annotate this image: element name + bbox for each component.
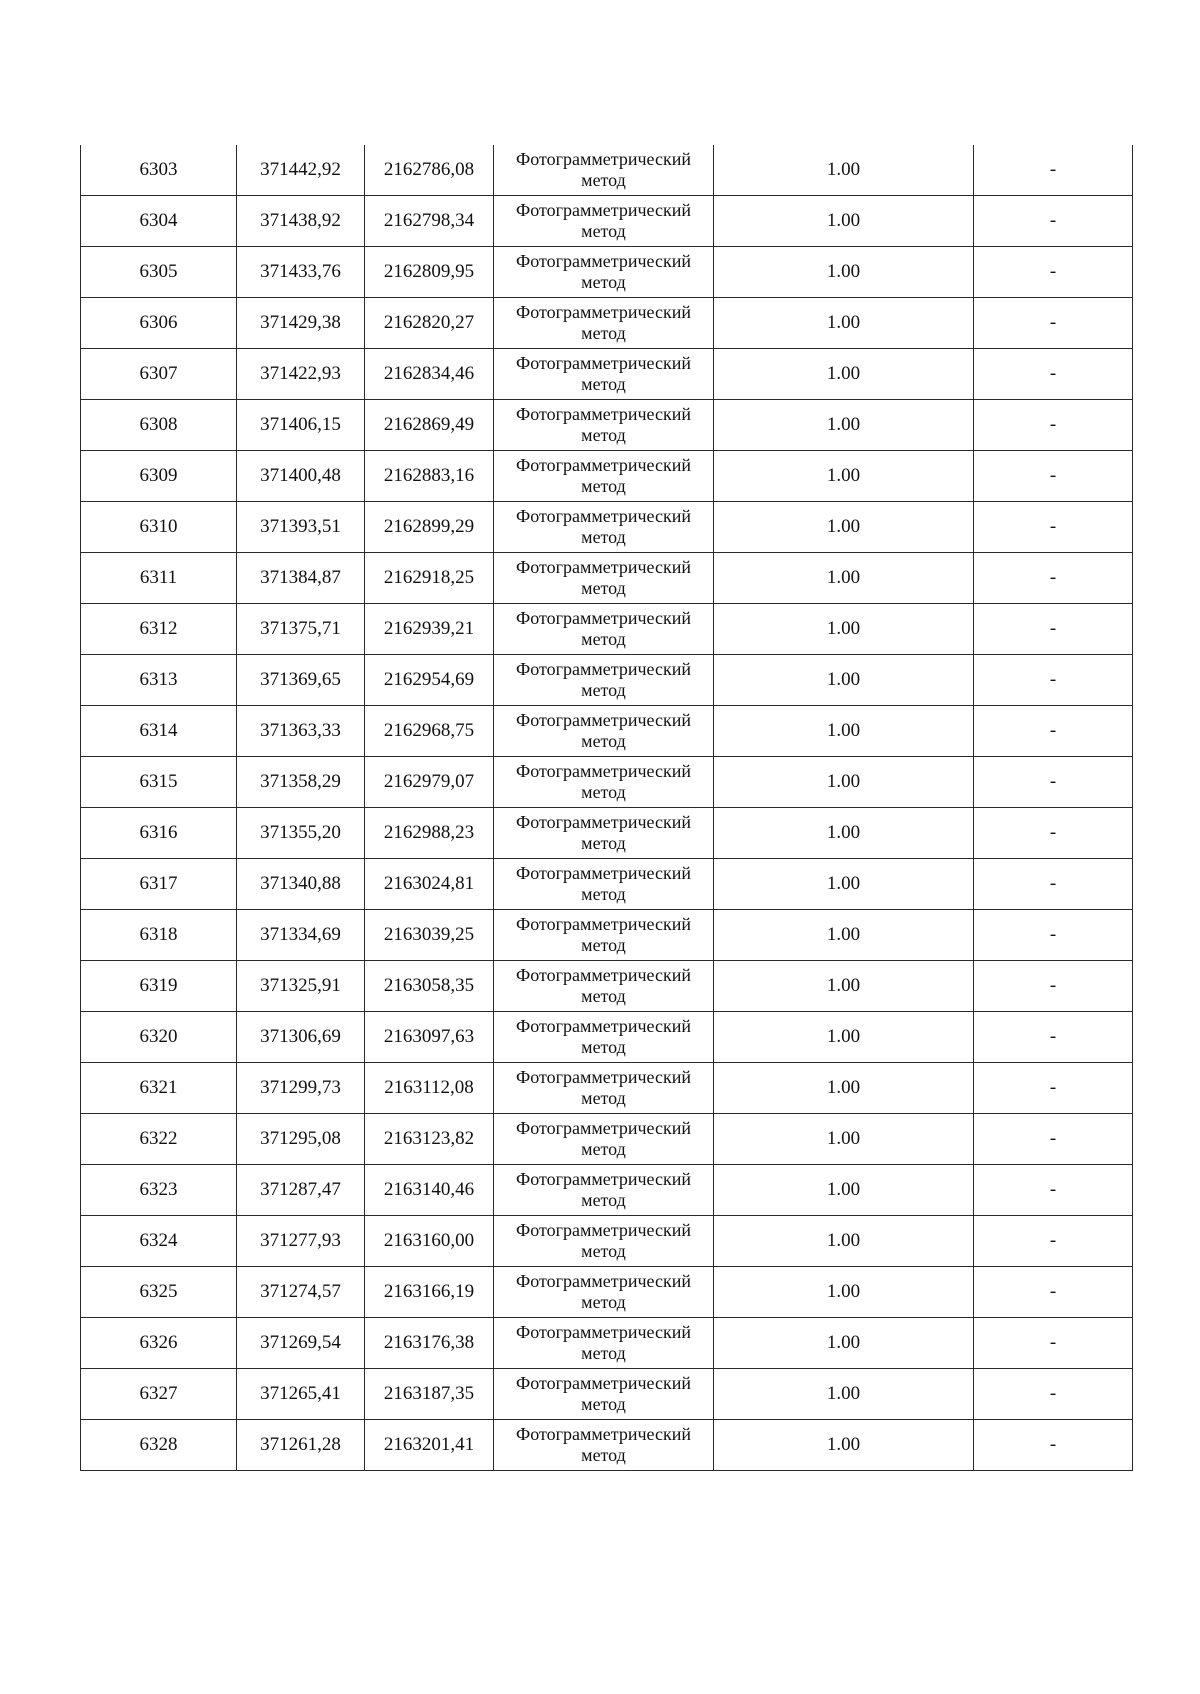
accuracy-cell: 1.00 [714,757,974,808]
note-cell: - [974,604,1133,655]
method-text-line: Фотограмметрический [516,1118,691,1138]
note-cell: - [974,1063,1133,1114]
accuracy-cell: 1.00 [714,961,974,1012]
method-text-line: Фотограмметрический [516,1169,691,1189]
method-text-line: метод [581,527,626,547]
method-text-line: Фотограмметрический [516,1271,691,1291]
method-cell [494,655,714,706]
point-number-cell: 6315 [81,757,237,808]
method-cell [494,1369,714,1420]
y-coordinate-cell: 2162939,21 [365,604,494,655]
method-cell [494,1267,714,1318]
note-cell: - [974,859,1133,910]
y-coordinate-cell: 2162809,95 [365,247,494,298]
x-coordinate-cell: 371261,28 [237,1420,365,1471]
note-cell: - [974,655,1133,706]
table-row [81,451,1133,502]
table-row [81,1318,1133,1369]
method-cell [494,1216,714,1267]
x-coordinate-cell: 371269,54 [237,1318,365,1369]
x-coordinate-cell: 371406,15 [237,400,365,451]
point-number-cell: 6326 [81,1318,237,1369]
y-coordinate-cell: 2162834,46 [365,349,494,400]
method-text-line: Фотограмметрический [516,1220,691,1240]
method-text-line: метод [581,1241,626,1261]
point-number-cell: 6324 [81,1216,237,1267]
y-coordinate-cell: 2162883,16 [365,451,494,502]
x-coordinate-cell: 371429,38 [237,298,365,349]
method-text-line: метод [581,1139,626,1159]
point-number-cell: 6319 [81,961,237,1012]
method-cell [494,1318,714,1369]
accuracy-cell: 1.00 [714,451,974,502]
method-text-line: метод [581,833,626,853]
method-cell [494,706,714,757]
x-coordinate-cell: 371274,57 [237,1267,365,1318]
accuracy-cell: 1.00 [714,1267,974,1318]
method-text-line: Фотограмметрический [516,200,691,220]
y-coordinate-cell: 2162979,07 [365,757,494,808]
coordinates-table [80,145,1133,1471]
method-text-line: метод [581,1394,626,1414]
method-cell [494,1012,714,1063]
table-row [81,1012,1133,1063]
x-coordinate-cell: 371400,48 [237,451,365,502]
accuracy-cell: 1.00 [714,196,974,247]
accuracy-cell: 1.00 [714,1012,974,1063]
method-text-line: метод [581,170,626,190]
accuracy-cell: 1.00 [714,604,974,655]
x-coordinate-cell: 371433,76 [237,247,365,298]
x-coordinate-cell: 371393,51 [237,502,365,553]
method-cell [494,145,714,196]
method-text-line: Фотограмметрический [516,506,691,526]
method-text-line: Фотограмметрический [516,608,691,628]
accuracy-cell: 1.00 [714,1063,974,1114]
method-text-line: Фотограмметрический [516,1424,691,1444]
method-text-line: Фотограмметрический [516,404,691,424]
point-number-cell: 6321 [81,1063,237,1114]
method-text-line: метод [581,884,626,904]
note-cell: - [974,349,1133,400]
method-text-line: Фотограмметрический [516,761,691,781]
note-cell: - [974,298,1133,349]
note-cell: - [974,1114,1133,1165]
method-cell [494,196,714,247]
table-row [81,502,1133,553]
y-coordinate-cell: 2162798,34 [365,196,494,247]
method-text-line: Фотограмметрический [516,353,691,373]
table-row [81,859,1133,910]
method-text-line: Фотограмметрический [516,557,691,577]
x-coordinate-cell: 371375,71 [237,604,365,655]
method-text-line: метод [581,629,626,649]
y-coordinate-cell: 2162786,08 [365,145,494,196]
method-text-line: метод [581,1445,626,1465]
x-coordinate-cell: 371422,93 [237,349,365,400]
method-text-line: Фотограмметрический [516,1067,691,1087]
method-cell [494,247,714,298]
note-cell: - [974,757,1133,808]
method-text-line: Фотограмметрический [516,149,691,169]
note-cell: - [974,1420,1133,1471]
method-cell [494,961,714,1012]
method-text-line: метод [581,935,626,955]
accuracy-cell: 1.00 [714,247,974,298]
note-cell: - [974,1318,1133,1369]
x-coordinate-cell: 371334,69 [237,910,365,961]
y-coordinate-cell: 2163123,82 [365,1114,494,1165]
y-coordinate-cell: 2163160,00 [365,1216,494,1267]
method-cell [494,1063,714,1114]
x-coordinate-cell: 371325,91 [237,961,365,1012]
x-coordinate-cell: 371287,47 [237,1165,365,1216]
method-text-line: метод [581,1292,626,1312]
y-coordinate-cell: 2162899,29 [365,502,494,553]
method-text-line: Фотограмметрический [516,1016,691,1036]
table-row [81,1267,1133,1318]
accuracy-cell: 1.00 [714,706,974,757]
accuracy-cell: 1.00 [714,1165,974,1216]
table-row [81,1165,1133,1216]
y-coordinate-cell: 2162820,27 [365,298,494,349]
y-coordinate-cell: 2162869,49 [365,400,494,451]
x-coordinate-cell: 371442,92 [237,145,365,196]
table-row [81,247,1133,298]
point-number-cell: 6325 [81,1267,237,1318]
method-text-line: метод [581,731,626,751]
method-text-line: метод [581,221,626,241]
method-text-line: Фотограмметрический [516,1322,691,1342]
table-row [81,349,1133,400]
y-coordinate-cell: 2163201,41 [365,1420,494,1471]
note-cell: - [974,400,1133,451]
note-cell: - [974,910,1133,961]
note-cell: - [974,808,1133,859]
table-row [81,655,1133,706]
table-row [81,1114,1133,1165]
y-coordinate-cell: 2163058,35 [365,961,494,1012]
method-text-line: метод [581,323,626,343]
point-number-cell: 6317 [81,859,237,910]
method-text-line: метод [581,1037,626,1057]
method-text-line: метод [581,1088,626,1108]
note-cell: - [974,1267,1133,1318]
table-row [81,604,1133,655]
table-row [81,400,1133,451]
table-row [81,706,1133,757]
note-cell: - [974,706,1133,757]
accuracy-cell: 1.00 [714,145,974,196]
note-cell: - [974,1216,1133,1267]
accuracy-cell: 1.00 [714,298,974,349]
table-row [81,961,1133,1012]
method-text-line: Фотограмметрический [516,863,691,883]
point-number-cell: 6322 [81,1114,237,1165]
accuracy-cell: 1.00 [714,1318,974,1369]
table-row [81,553,1133,604]
y-coordinate-cell: 2163112,08 [365,1063,494,1114]
note-cell: - [974,961,1133,1012]
accuracy-cell: 1.00 [714,349,974,400]
point-number-cell: 6310 [81,502,237,553]
method-text-line: Фотограмметрический [516,455,691,475]
y-coordinate-cell: 2162918,25 [365,553,494,604]
table-row [81,196,1133,247]
y-coordinate-cell: 2163024,81 [365,859,494,910]
method-cell [494,1165,714,1216]
note-cell: - [974,145,1133,196]
method-cell [494,349,714,400]
method-text-line: метод [581,1190,626,1210]
table-row [81,1063,1133,1114]
x-coordinate-cell: 371265,41 [237,1369,365,1420]
point-number-cell: 6309 [81,451,237,502]
note-cell: - [974,1369,1133,1420]
method-text-line: Фотограмметрический [516,812,691,832]
point-number-cell: 6308 [81,400,237,451]
point-number-cell: 6312 [81,604,237,655]
table-row [81,757,1133,808]
method-cell [494,502,714,553]
method-text-line: Фотограмметрический [516,710,691,730]
accuracy-cell: 1.00 [714,502,974,553]
y-coordinate-cell: 2162968,75 [365,706,494,757]
x-coordinate-cell: 371277,93 [237,1216,365,1267]
method-cell [494,859,714,910]
x-coordinate-cell: 371340,88 [237,859,365,910]
y-coordinate-cell: 2162988,23 [365,808,494,859]
point-number-cell: 6311 [81,553,237,604]
accuracy-cell: 1.00 [714,1114,974,1165]
method-cell [494,451,714,502]
accuracy-cell: 1.00 [714,1216,974,1267]
accuracy-cell: 1.00 [714,400,974,451]
method-cell [494,1420,714,1471]
note-cell: - [974,247,1133,298]
note-cell: - [974,1012,1133,1063]
accuracy-cell: 1.00 [714,859,974,910]
point-number-cell: 6306 [81,298,237,349]
method-text-line: метод [581,782,626,802]
method-text-line: Фотограмметрический [516,1373,691,1393]
table-row [81,910,1133,961]
x-coordinate-cell: 371438,92 [237,196,365,247]
point-number-cell: 6314 [81,706,237,757]
x-coordinate-cell: 371299,73 [237,1063,365,1114]
point-number-cell: 6316 [81,808,237,859]
accuracy-cell: 1.00 [714,1369,974,1420]
method-text-line: Фотограмметрический [516,965,691,985]
y-coordinate-cell: 2163166,19 [365,1267,494,1318]
method-cell [494,1114,714,1165]
point-number-cell: 6305 [81,247,237,298]
method-cell [494,910,714,961]
table-body [81,145,1133,1471]
point-number-cell: 6303 [81,145,237,196]
method-cell [494,604,714,655]
method-text-line: метод [581,272,626,292]
method-cell [494,808,714,859]
point-number-cell: 6323 [81,1165,237,1216]
table-row [81,1216,1133,1267]
y-coordinate-cell: 2163097,63 [365,1012,494,1063]
method-text-line: метод [581,578,626,598]
x-coordinate-cell: 371306,69 [237,1012,365,1063]
point-number-cell: 6304 [81,196,237,247]
x-coordinate-cell: 371355,20 [237,808,365,859]
table-row [81,298,1133,349]
y-coordinate-cell: 2163140,46 [365,1165,494,1216]
method-text-line: метод [581,425,626,445]
method-cell [494,298,714,349]
method-cell [494,400,714,451]
method-text-line: Фотограмметрический [516,914,691,934]
y-coordinate-cell: 2163039,25 [365,910,494,961]
table-row [81,145,1133,196]
note-cell: - [974,196,1133,247]
point-number-cell: 6327 [81,1369,237,1420]
point-number-cell: 6307 [81,349,237,400]
note-cell: - [974,502,1133,553]
method-text-line: метод [581,986,626,1006]
y-coordinate-cell: 2163187,35 [365,1369,494,1420]
method-text-line: метод [581,374,626,394]
method-text-line: Фотограмметрический [516,251,691,271]
point-number-cell: 6313 [81,655,237,706]
method-text-line: метод [581,1343,626,1363]
point-number-cell: 6328 [81,1420,237,1471]
method-text-line: метод [581,476,626,496]
point-number-cell: 6320 [81,1012,237,1063]
table-row [81,1369,1133,1420]
x-coordinate-cell: 371369,65 [237,655,365,706]
note-cell: - [974,1165,1133,1216]
table-row [81,808,1133,859]
note-cell: - [974,553,1133,604]
method-cell [494,757,714,808]
x-coordinate-cell: 371295,08 [237,1114,365,1165]
method-text-line: Фотограмметрический [516,302,691,322]
accuracy-cell: 1.00 [714,910,974,961]
method-text-line: метод [581,680,626,700]
x-coordinate-cell: 371384,87 [237,553,365,604]
point-number-cell: 6318 [81,910,237,961]
accuracy-cell: 1.00 [714,808,974,859]
y-coordinate-cell: 2163176,38 [365,1318,494,1369]
note-cell: - [974,451,1133,502]
table-row [81,1420,1133,1471]
x-coordinate-cell: 371363,33 [237,706,365,757]
method-text-line: Фотограмметрический [516,659,691,679]
accuracy-cell: 1.00 [714,1420,974,1471]
accuracy-cell: 1.00 [714,655,974,706]
y-coordinate-cell: 2162954,69 [365,655,494,706]
x-coordinate-cell: 371358,29 [237,757,365,808]
method-cell [494,553,714,604]
accuracy-cell: 1.00 [714,553,974,604]
